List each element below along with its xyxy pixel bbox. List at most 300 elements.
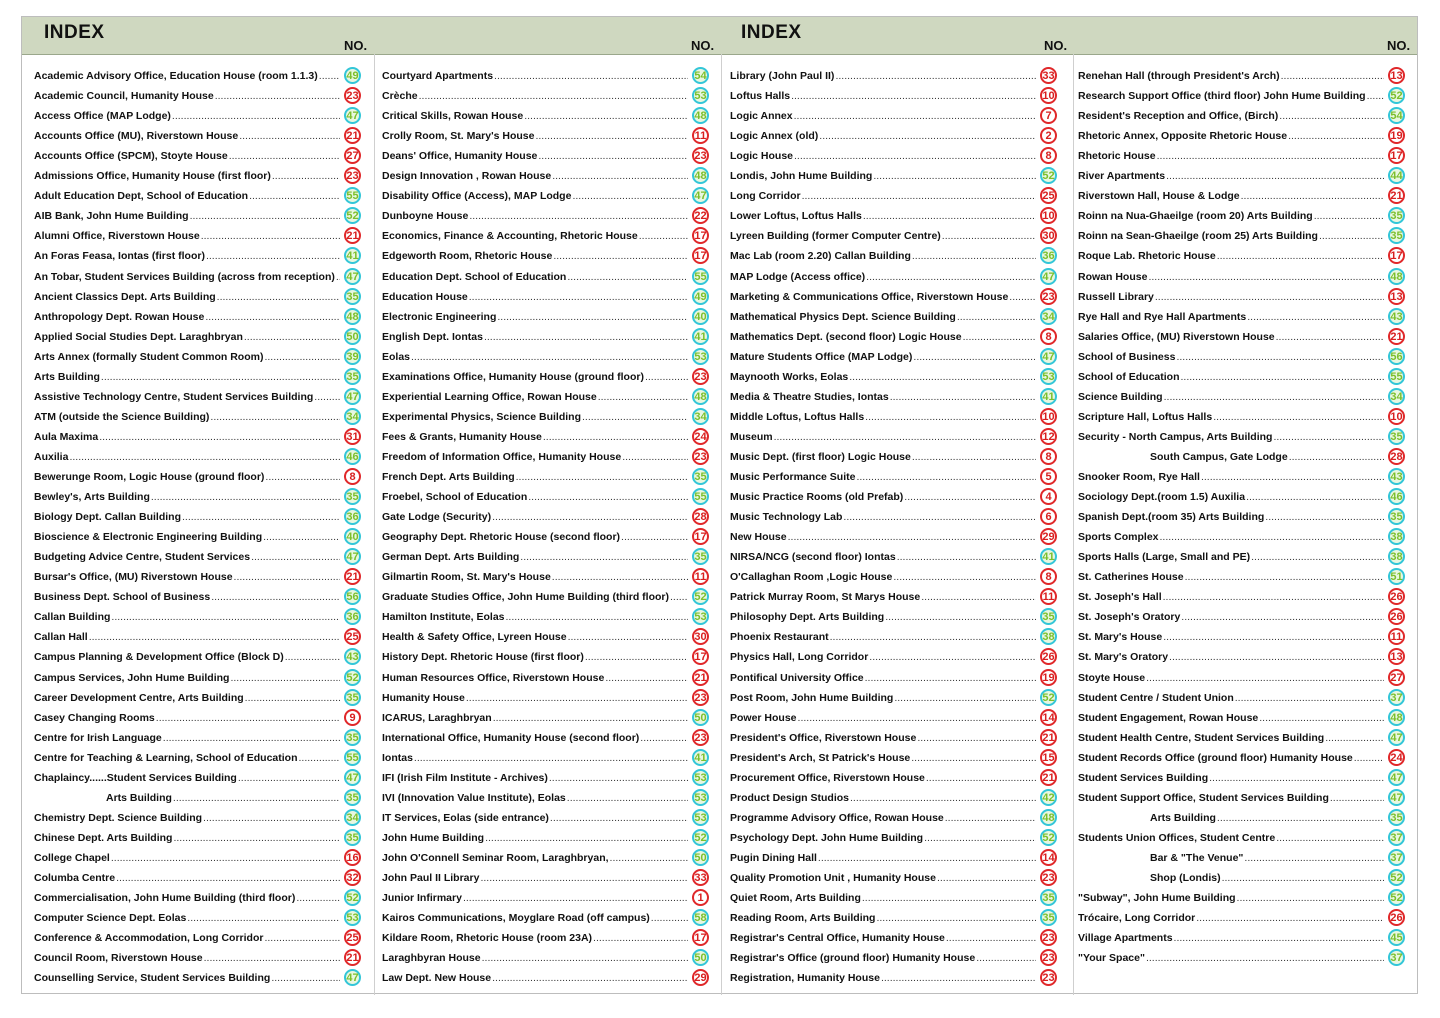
index-entry (22, 367, 368, 387)
entry-label: Sports Halls (Large, Small and PE) ..... (1078, 547, 1384, 567)
entry-label: Counselling Service, Student Services Building ..... (34, 968, 340, 988)
building-number-badge: 23 (344, 167, 361, 184)
building-number-badge: 52 (1040, 167, 1057, 184)
index-entry (1066, 86, 1412, 106)
building-number-badge: 55 (692, 488, 709, 505)
building-number-badge: 35 (1388, 809, 1405, 826)
building-number-badge: 46 (1388, 488, 1405, 505)
building-number-badge: 23 (692, 729, 709, 746)
index-entry (22, 808, 368, 828)
entry-label: Music Practice Rooms (old Prefab) ..... (730, 487, 1036, 507)
entry-label: Edgeworth Room, Rhetoric House ..... (382, 246, 688, 266)
index-entry (370, 367, 716, 387)
entry-label: Registrar's Central Office, Humanity House ..... (730, 928, 1036, 948)
index-entry (22, 186, 368, 206)
building-number-badge: 14 (1040, 709, 1057, 726)
index-column-4 (1066, 56, 1412, 995)
index-entry (718, 206, 1064, 226)
entry-label: Student Support Office, Student Services Building ..... (1078, 788, 1384, 808)
building-number-badge: 48 (692, 167, 709, 184)
index-entry (22, 788, 368, 808)
entry-label: Trócaire, Long Corridor ..... (1078, 908, 1384, 928)
building-number-badge: 50 (692, 849, 709, 866)
entry-label: John Hume Building ..... (382, 828, 688, 848)
entry-label: Law Dept. New House ..... (382, 968, 688, 988)
index-entry (22, 948, 368, 968)
index-entry (370, 507, 716, 527)
entry-label: Rowan House ..... (1078, 267, 1384, 287)
entry-label: "Subway", John Hume Building ..... (1078, 888, 1384, 908)
entry-label: Snooker Room, Rye Hall ..... (1078, 467, 1384, 487)
building-number-badge: 21 (344, 949, 361, 966)
building-number-badge: 35 (1040, 909, 1057, 926)
entry-label: Callan Hall ..... (34, 627, 340, 647)
building-number-badge: 8 (1040, 147, 1057, 164)
entry-label: Mathematics Dept. (second floor) Logic House ..... (730, 327, 1036, 347)
entry-label: Lyreen Building (former Computer Centre) ..... (730, 226, 1036, 246)
entry-label: Chinese Dept. Arts Building ..... (34, 828, 340, 848)
index-entry (718, 166, 1064, 186)
building-number-badge: 13 (1388, 288, 1405, 305)
building-number-badge: 48 (1388, 709, 1405, 726)
index-entry (1066, 146, 1412, 166)
building-number-badge: 21 (1040, 729, 1057, 746)
entry-label: AIB Bank, John Hume Building ..... (34, 206, 340, 226)
building-number-badge: 11 (692, 127, 709, 144)
entry-label: Alumni Office, Riverstown House ..... (34, 226, 340, 246)
entry-label: Crèche ..... (382, 86, 688, 106)
index-entry (370, 166, 716, 186)
entry-label: An Foras Feasa, Iontas (first floor) ..... (34, 246, 340, 266)
entry-label: Centre for Teaching & Learning, School of Education ..... (34, 748, 340, 768)
index-entry (370, 607, 716, 627)
entry-label: Auxilia ..... (34, 447, 340, 467)
building-number-badge: 43 (1388, 308, 1405, 325)
building-number-badge: 17 (1388, 147, 1405, 164)
entry-label: Product Design Studios ..... (730, 788, 1036, 808)
entry-label: St. Catherines House ..... (1078, 567, 1384, 587)
entry-label: Music Dept. (first floor) Logic House ..... (730, 447, 1036, 467)
building-number-badge: 23 (692, 147, 709, 164)
building-number-badge: 47 (344, 388, 361, 405)
entry-label: Museum ..... (730, 427, 1036, 447)
entry-label: Electronic Engineering ..... (382, 307, 688, 327)
index-entry (718, 86, 1064, 106)
index-entry (718, 126, 1064, 146)
building-number-badge: 48 (692, 388, 709, 405)
index-entry (718, 587, 1064, 607)
entry-label: Science Building ..... (1078, 387, 1384, 407)
building-number-badge: 27 (344, 147, 361, 164)
building-number-badge: 35 (692, 468, 709, 485)
index-entry (22, 86, 368, 106)
index-entry (370, 627, 716, 647)
index-entry (22, 407, 368, 427)
index-entry (1066, 347, 1412, 367)
building-number-badge: 17 (692, 929, 709, 946)
index-entry (1066, 226, 1412, 246)
index-entry (718, 688, 1064, 708)
entry-label: Library (John Paul II) ..... (730, 66, 1036, 86)
building-number-badge: 13 (1388, 67, 1405, 84)
entry-label: Froebel, School of Education ..... (382, 487, 688, 507)
entry-label: Commercialisation, John Hume Building (third floor) ..... (34, 888, 340, 908)
entry-label: College Chapel ..... (34, 848, 340, 868)
entry-label: Salaries Office, (MU) Riverstown House ..... (1078, 327, 1384, 347)
entry-label: Accounts Office (MU), Riverstown House ..... (34, 126, 340, 146)
index-entry (1066, 407, 1412, 427)
index-entry (370, 908, 716, 928)
index-entry (1066, 427, 1412, 447)
entry-label: Anthropology Dept. Rowan House ..... (34, 307, 340, 327)
index-entry (1066, 547, 1412, 567)
index-entry (22, 246, 368, 266)
entry-label: Hamilton Institute, Eolas ..... (382, 607, 688, 627)
index-entry (22, 347, 368, 367)
index-entry (370, 226, 716, 246)
index-entry (718, 888, 1064, 908)
entry-label: Roinn na Sean-Ghaeilge (room 25) Arts Building ..... (1078, 226, 1384, 246)
entry-label: Student Health Centre, Student Services Building ..... (1078, 728, 1384, 748)
entry-label: Junior Infirmary ..... (382, 888, 688, 908)
no-label-col4: NO. (1387, 38, 1411, 53)
entry-label: Kairos Communications, Moyglare Road (off campus) ..... (382, 908, 688, 928)
index-page (21, 16, 1418, 994)
index-entry (370, 126, 716, 146)
entry-label: Sociology Dept.(room 1.5) Auxilia ..... (1078, 487, 1384, 507)
building-number-badge: 40 (344, 528, 361, 545)
index-entry (1066, 828, 1412, 848)
building-number-badge: 58 (692, 909, 709, 926)
entry-label: Stoyte House ..... (1078, 668, 1384, 688)
index-entry (718, 106, 1064, 126)
index-entry (22, 447, 368, 467)
index-entry (370, 808, 716, 828)
entry-label: MAP Lodge (Access office) ..... (730, 267, 1036, 287)
entry-label: English Dept. Iontas ..... (382, 327, 688, 347)
entry-label: Students Union Offices, Student Centre ..... (1078, 828, 1384, 848)
index-entry (718, 467, 1064, 487)
building-number-badge: 9 (344, 709, 361, 726)
entry-label: Rhetoric Annex, Opposite Rhetoric House ..... (1078, 126, 1384, 146)
entry-label: Village Apartments ..... (1078, 928, 1384, 948)
index-entry (22, 206, 368, 226)
entry-label: St. Joseph's Hall ..... (1078, 587, 1384, 607)
entry-label: Londis, John Hume Building ..... (730, 166, 1036, 186)
entry-label: Crolly Room, St. Mary's House ..... (382, 126, 688, 146)
building-number-badge: 16 (344, 849, 361, 866)
entry-label: Iontas ..... (382, 748, 688, 768)
index-entry (22, 768, 368, 788)
entry-label: Critical Skills, Rowan House ..... (382, 106, 688, 126)
index-entry (718, 928, 1064, 948)
entry-label: Bar & "The Venue" ..... (1150, 848, 1384, 868)
entry-label: Shop (Londis) ..... (1150, 868, 1384, 888)
index-entry (370, 587, 716, 607)
index-entry (22, 587, 368, 607)
index-entry (718, 728, 1064, 748)
index-entry (718, 367, 1064, 387)
index-entry (718, 828, 1064, 848)
index-entry (1066, 267, 1412, 287)
entry-label: Procurement Office, Riverstown House ..... (730, 768, 1036, 788)
entry-label: Student Centre / Student Union ..... (1078, 688, 1384, 708)
building-number-badge: 26 (1040, 648, 1057, 665)
entry-label: Assistive Technology Centre, Student Services Building ..... (34, 387, 340, 407)
index-entry (718, 788, 1064, 808)
index-entry (370, 106, 716, 126)
index-entry (22, 527, 368, 547)
index-entry (718, 868, 1064, 888)
building-number-badge: 35 (344, 829, 361, 846)
building-number-badge: 21 (1388, 328, 1405, 345)
building-number-badge: 44 (1388, 167, 1405, 184)
building-number-badge: 47 (344, 268, 361, 285)
building-number-badge: 21 (344, 127, 361, 144)
index-entry (370, 928, 716, 948)
building-number-badge: 45 (1388, 929, 1405, 946)
building-number-badge: 10 (1040, 87, 1057, 104)
index-entry (1066, 808, 1412, 828)
index-entry (718, 748, 1064, 768)
index-entry (1066, 507, 1412, 527)
building-number-badge: 51 (1388, 568, 1405, 585)
index-entry (22, 908, 368, 928)
entry-label: Chaplaincy......Student Services Building ..... (34, 768, 340, 788)
index-entry (22, 748, 368, 768)
index-entry (718, 146, 1064, 166)
building-number-badge: 56 (344, 588, 361, 605)
building-number-badge: 21 (344, 568, 361, 585)
building-number-badge: 35 (344, 789, 361, 806)
entry-label: Education Dept. School of Education ..... (382, 267, 688, 287)
index-entry (1066, 166, 1412, 186)
entry-label: Courtyard Apartments ..... (382, 66, 688, 86)
entry-label: IT Services, Eolas (side entrance) ..... (382, 808, 688, 828)
building-number-badge: 8 (1040, 448, 1057, 465)
entry-label: German Dept. Arts Building ..... (382, 547, 688, 567)
index-entry (1066, 467, 1412, 487)
entry-label: Patrick Murray Room, St Marys House ..... (730, 587, 1036, 607)
entry-label: Economics, Finance & Accounting, Rhetoric House ..... (382, 226, 688, 246)
entry-label: Business Dept. School of Business ..... (34, 587, 340, 607)
entry-label: School of Education ..... (1078, 367, 1384, 387)
entry-label: Maynooth Works, Eolas ..... (730, 367, 1036, 387)
entry-label: Registration, Humanity House ..... (730, 968, 1036, 988)
building-number-badge: 47 (344, 969, 361, 986)
entry-label: Academic Advisory Office, Education House (room 1.1.3) ..... (34, 66, 340, 86)
index-entry (370, 948, 716, 968)
entry-label: Kildare Room, Rhetoric House (room 23A) ..... (382, 928, 688, 948)
entry-label: Arts Annex (formally Student Common Room) ..... (34, 347, 340, 367)
building-number-badge: 48 (1040, 809, 1057, 826)
building-number-badge: 52 (1388, 889, 1405, 906)
building-number-badge: 38 (1388, 548, 1405, 565)
index-entry (718, 908, 1064, 928)
building-number-badge: 37 (1388, 829, 1405, 846)
building-number-badge: 35 (1388, 207, 1405, 224)
building-number-badge: 52 (344, 889, 361, 906)
entry-label: Examinations Office, Humanity House (ground floor) ..... (382, 367, 688, 387)
index-entry (718, 848, 1064, 868)
index-entry (370, 327, 716, 347)
entry-label: Chemistry Dept. Science Building ..... (34, 808, 340, 828)
index-entry (22, 106, 368, 126)
index-entry (1066, 246, 1412, 266)
building-number-badge: 8 (344, 468, 361, 485)
index-entry (370, 186, 716, 206)
building-number-badge: 26 (1388, 588, 1405, 605)
building-number-badge: 35 (1388, 428, 1405, 445)
index-entry (22, 166, 368, 186)
index-entry (718, 708, 1064, 728)
building-number-badge: 52 (692, 829, 709, 846)
index-entry (370, 347, 716, 367)
entry-label: Experiential Learning Office, Rowan House ..... (382, 387, 688, 407)
index-entry (370, 407, 716, 427)
entry-label: Lower Loftus, Loftus Halls ..... (730, 206, 1036, 226)
index-column-3 (718, 56, 1064, 995)
building-number-badge: 47 (1388, 769, 1405, 786)
index-entry (718, 567, 1064, 587)
building-number-badge: 35 (1388, 508, 1405, 525)
entry-label: ICARUS, Laraghbryan ..... (382, 708, 688, 728)
entry-label: Roque Lab. Rhetoric House ..... (1078, 246, 1384, 266)
building-number-badge: 12 (1040, 428, 1057, 445)
building-number-badge: 40 (692, 308, 709, 325)
building-number-badge: 29 (692, 969, 709, 986)
entry-label: Conference & Accommodation, Long Corridor ..... (34, 928, 340, 948)
building-number-badge: 23 (1040, 869, 1057, 886)
index-entry (370, 708, 716, 728)
building-number-badge: 11 (1388, 628, 1405, 645)
building-number-badge: 39 (344, 348, 361, 365)
index-entry (370, 146, 716, 166)
building-number-badge: 11 (692, 568, 709, 585)
entry-label: Geography Dept. Rhetoric House (second floor) ..... (382, 527, 688, 547)
index-entry (370, 688, 716, 708)
entry-label: Music Technology Lab ..... (730, 507, 1036, 527)
index-entry (22, 688, 368, 708)
index-entry (718, 347, 1064, 367)
entry-label: New House ..... (730, 527, 1036, 547)
index-entry (370, 828, 716, 848)
building-number-badge: 41 (692, 749, 709, 766)
entry-label: Disability Office (Access), MAP Lodge ..... (382, 186, 688, 206)
building-number-badge: 37 (1388, 689, 1405, 706)
index-entry (22, 928, 368, 948)
entry-label: Research Support Office (third floor) John Hume Building ..... (1078, 86, 1384, 106)
building-number-badge: 55 (344, 749, 361, 766)
index-entry (22, 668, 368, 688)
building-number-badge: 53 (692, 348, 709, 365)
index-entry (1066, 868, 1412, 888)
index-entry (1066, 186, 1412, 206)
building-number-badge: 26 (1388, 909, 1405, 926)
entry-label: Casey Changing Rooms ..... (34, 708, 340, 728)
building-number-badge: 14 (1040, 849, 1057, 866)
building-number-badge: 56 (1388, 348, 1405, 365)
building-number-badge: 17 (692, 528, 709, 545)
index-entry (22, 888, 368, 908)
entry-label: Quiet Room, Arts Building ..... (730, 888, 1036, 908)
entry-label: Freedom of Information Office, Humanity House ..... (382, 447, 688, 467)
index-entry (718, 186, 1064, 206)
index-entry (22, 607, 368, 627)
index-entry (22, 66, 368, 86)
entry-label: Ancient Classics Dept. Arts Building ..... (34, 287, 340, 307)
index-entry (22, 387, 368, 407)
building-number-badge: 22 (692, 207, 709, 224)
index-entry (370, 467, 716, 487)
building-number-badge: 21 (344, 227, 361, 244)
entry-label: Arts Building ..... (1150, 808, 1384, 828)
building-number-badge: 36 (344, 508, 361, 525)
building-number-badge: 55 (1388, 368, 1405, 385)
entry-label: Arts Building ..... (106, 788, 340, 808)
entry-label: Registrar's Office (ground floor) Humanity House ..... (730, 948, 1036, 968)
building-number-badge: 32 (344, 869, 361, 886)
entry-label: Deans' Office, Humanity House ..... (382, 146, 688, 166)
building-number-badge: 23 (692, 689, 709, 706)
entry-label: Centre for Irish Language ..... (34, 728, 340, 748)
entry-label: President's Arch, St Patrick's House ..... (730, 748, 1036, 768)
index-entry (1066, 748, 1412, 768)
entry-label: Eolas ..... (382, 347, 688, 367)
building-number-badge: 6 (1040, 508, 1057, 525)
building-number-badge: 29 (1040, 528, 1057, 545)
entry-label: An Tobar, Student Services Building (across from reception) ..... (34, 267, 340, 287)
entry-label: Renehan Hall (through President's Arch) ..... (1078, 66, 1384, 86)
entry-label: NIRSA/NCG (second floor) Iontas ..... (730, 547, 1036, 567)
building-number-badge: 36 (344, 608, 361, 625)
index-entry (1066, 668, 1412, 688)
index-entry (370, 307, 716, 327)
building-number-badge: 19 (1040, 669, 1057, 686)
building-number-badge: 55 (692, 268, 709, 285)
no-label-col3: NO. (1044, 38, 1068, 53)
building-number-badge: 4 (1040, 488, 1057, 505)
index-entry (370, 668, 716, 688)
index-entry (718, 647, 1064, 667)
building-number-badge: 46 (344, 448, 361, 465)
index-entry (22, 467, 368, 487)
entry-label: St. Joseph's Oratory ..... (1078, 607, 1384, 627)
entry-label: John O'Connell Seminar Room, Laraghbryan, ..... (382, 848, 688, 868)
building-number-badge: 34 (692, 408, 709, 425)
building-number-badge: 54 (692, 67, 709, 84)
index-entry (370, 647, 716, 667)
entry-label: Campus Planning & Development Office (Block D) ..... (34, 647, 340, 667)
index-entry (370, 547, 716, 567)
entry-label: Mathematical Physics Dept. Science Building ..... (730, 307, 1036, 327)
index-entry (1066, 627, 1412, 647)
index-entry (22, 567, 368, 587)
index-title-right: INDEX (741, 22, 802, 43)
entry-label: IVI (Innovation Value Institute), Eolas ..... (382, 788, 688, 808)
index-entry (370, 788, 716, 808)
entry-label: Resident's Reception and Office, (Birch) ..... (1078, 106, 1384, 126)
entry-label: Russell Library ..... (1078, 287, 1384, 307)
index-entry (22, 627, 368, 647)
building-number-badge: 34 (344, 408, 361, 425)
index-entry (22, 226, 368, 246)
building-number-badge: 17 (692, 227, 709, 244)
index-entry (22, 487, 368, 507)
entry-label: Security - North Campus, Arts Building ..... (1078, 427, 1384, 447)
building-number-badge: 21 (1040, 769, 1057, 786)
index-entry (718, 447, 1064, 467)
